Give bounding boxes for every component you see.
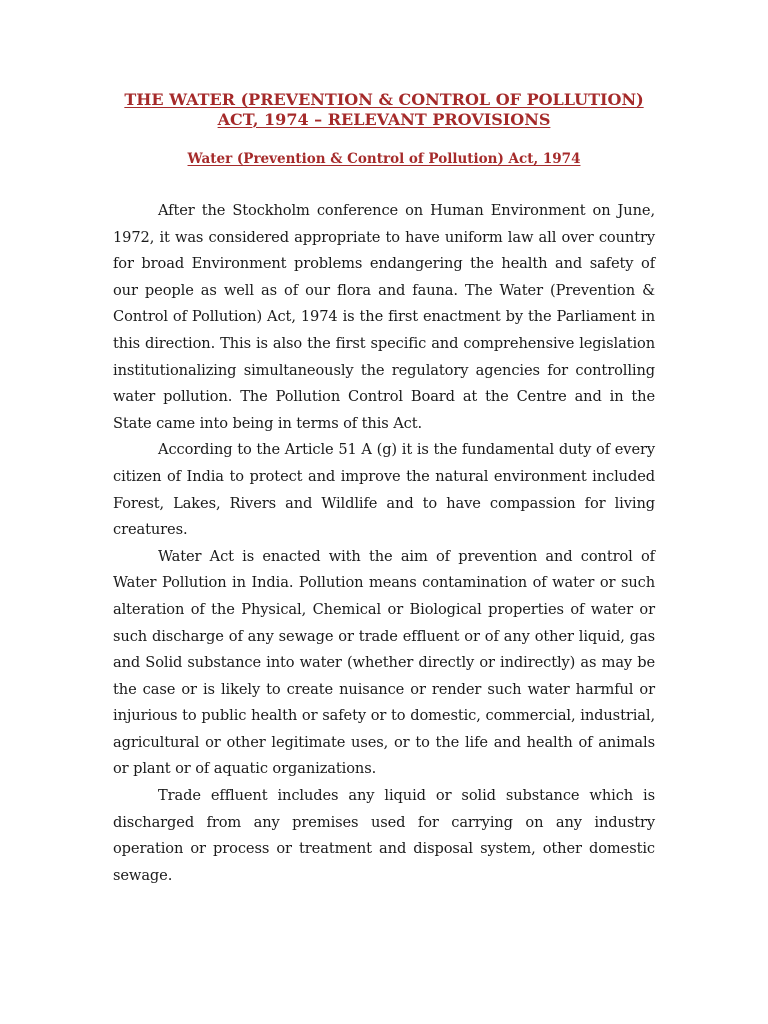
title-line-2: ACT, 1974 – RELEVANT PROVISIONS <box>217 110 551 129</box>
document-title <box>113 90 655 130</box>
title-line-1: THE WATER (PREVENTION & CONTROL OF POLLUTION) <box>124 90 644 109</box>
document-subtitle <box>113 150 655 168</box>
paragraph-stockholm: After the Stockholm conference on Human Environment on June, 1972, it was considered appropriate to have uniform law all over country for broad Environment problems endangering the health and safety of our people as well as of our flora and fauna. The Water (Prevention & Control of Pollution) Act, 1974 is the first enactment by the Parliament in this direction. This is also the first specific and comprehensive legislation institutionalizing simultaneously the regulatory agencies for controlling water pollution. The Pollution Control Board at the Centre and in the State came into being in terms of this Act. <box>113 202 655 432</box>
paragraph-water-act-aim: Water Act is enacted with the aim of prevention and control of Water Pollution in India. Pollution means contamination of water or such alteration of the Physical, Chemical or Biological properties of water or such discharge of any sewage or trade effluent or of any other liquid, gas and Solid substance into water (whether directly or indirectly) as may be the case or is likely to create nuisance or render such water harmful or injurious to public health or safety or to domestic, commercial, industrial, agricultural or other legitimate uses, or to the life and health of animals or plant or of aquatic organizations. <box>113 547 655 778</box>
subtitle-text: Water (Prevention & Control of Pollution) Act, 1974 <box>187 151 581 167</box>
paragraph-article-51a: According to the Article 51 A (g) it is the fundamental duty of every citizen of India to protect and improve the natural environment included Forest, Lakes, Rivers and Wildlife and to have compassion for living creatures. <box>113 441 655 539</box>
document-body <box>113 198 655 889</box>
paragraph-trade-effluent: Trade effluent includes any liquid or solid substance which is discharged from any premises used for carrying on any industry operation or process or treatment and disposal system, other domestic sewage. <box>113 787 655 884</box>
